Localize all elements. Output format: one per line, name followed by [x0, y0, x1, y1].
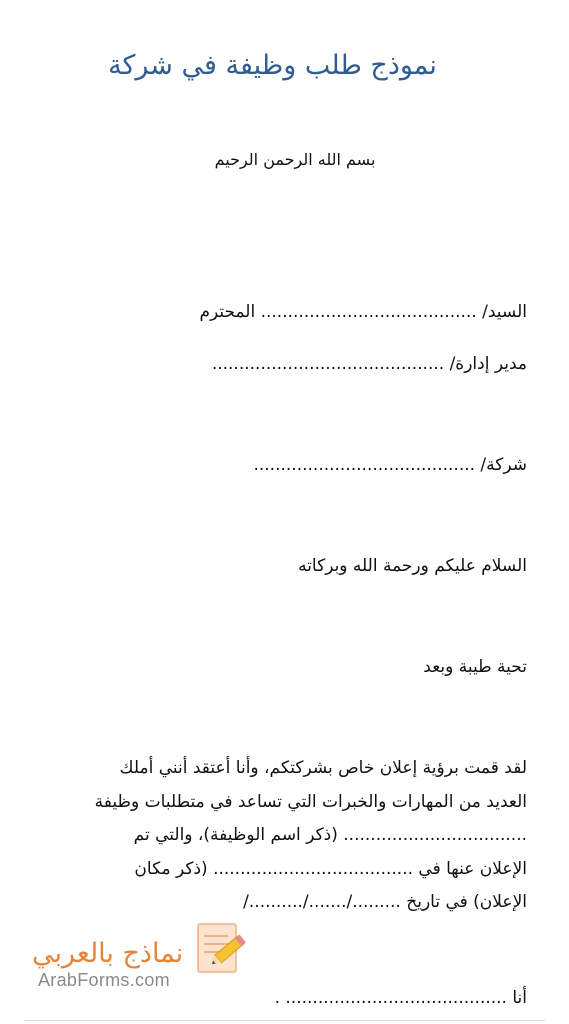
arabforms-watermark [28, 914, 258, 996]
paragraph-line: لقد قمت برؤية إعلان خاص بشركتكم، وأنا أعتقد أنني أملك [119, 758, 527, 778]
watermark-site-text: ArabForms.com [38, 970, 170, 990]
basmala: بسم الله الرحمن الرحيم [214, 150, 376, 169]
paragraph-line: الإعلان عنها في ..................................... (ذكر مكان [134, 858, 527, 879]
application-paragraph [37, 752, 527, 920]
document-pencil-icon [194, 918, 248, 978]
paragraph-line: العديد من المهارات والخبرات التي تساعد في متطلبات وظيفة [94, 791, 527, 812]
paragraph-line: الإعلان) في تاريخ ........./......./........../ [243, 892, 527, 912]
watermark-brand-text: نماذج بالعربي [32, 938, 184, 969]
greeting: السلام عليكم ورحمة الله وبركاته [298, 556, 527, 576]
salutation: تحية طيبة وبعد [423, 657, 527, 677]
signature-line: أنا ......................................... . [274, 988, 527, 1008]
manager-line: مدير إدارة/ ........................................... [211, 354, 527, 374]
paragraph-line: .................................. (ذكر اسم الوظيفة)، والتي تم [133, 825, 527, 845]
divider [24, 1020, 545, 1021]
addressee-line: السيد/ ........................................ المحترم [199, 302, 527, 322]
company-line: شركة/ ......................................... [253, 455, 527, 475]
page-title: نموذج طلب وظيفة في شركة [108, 50, 437, 81]
